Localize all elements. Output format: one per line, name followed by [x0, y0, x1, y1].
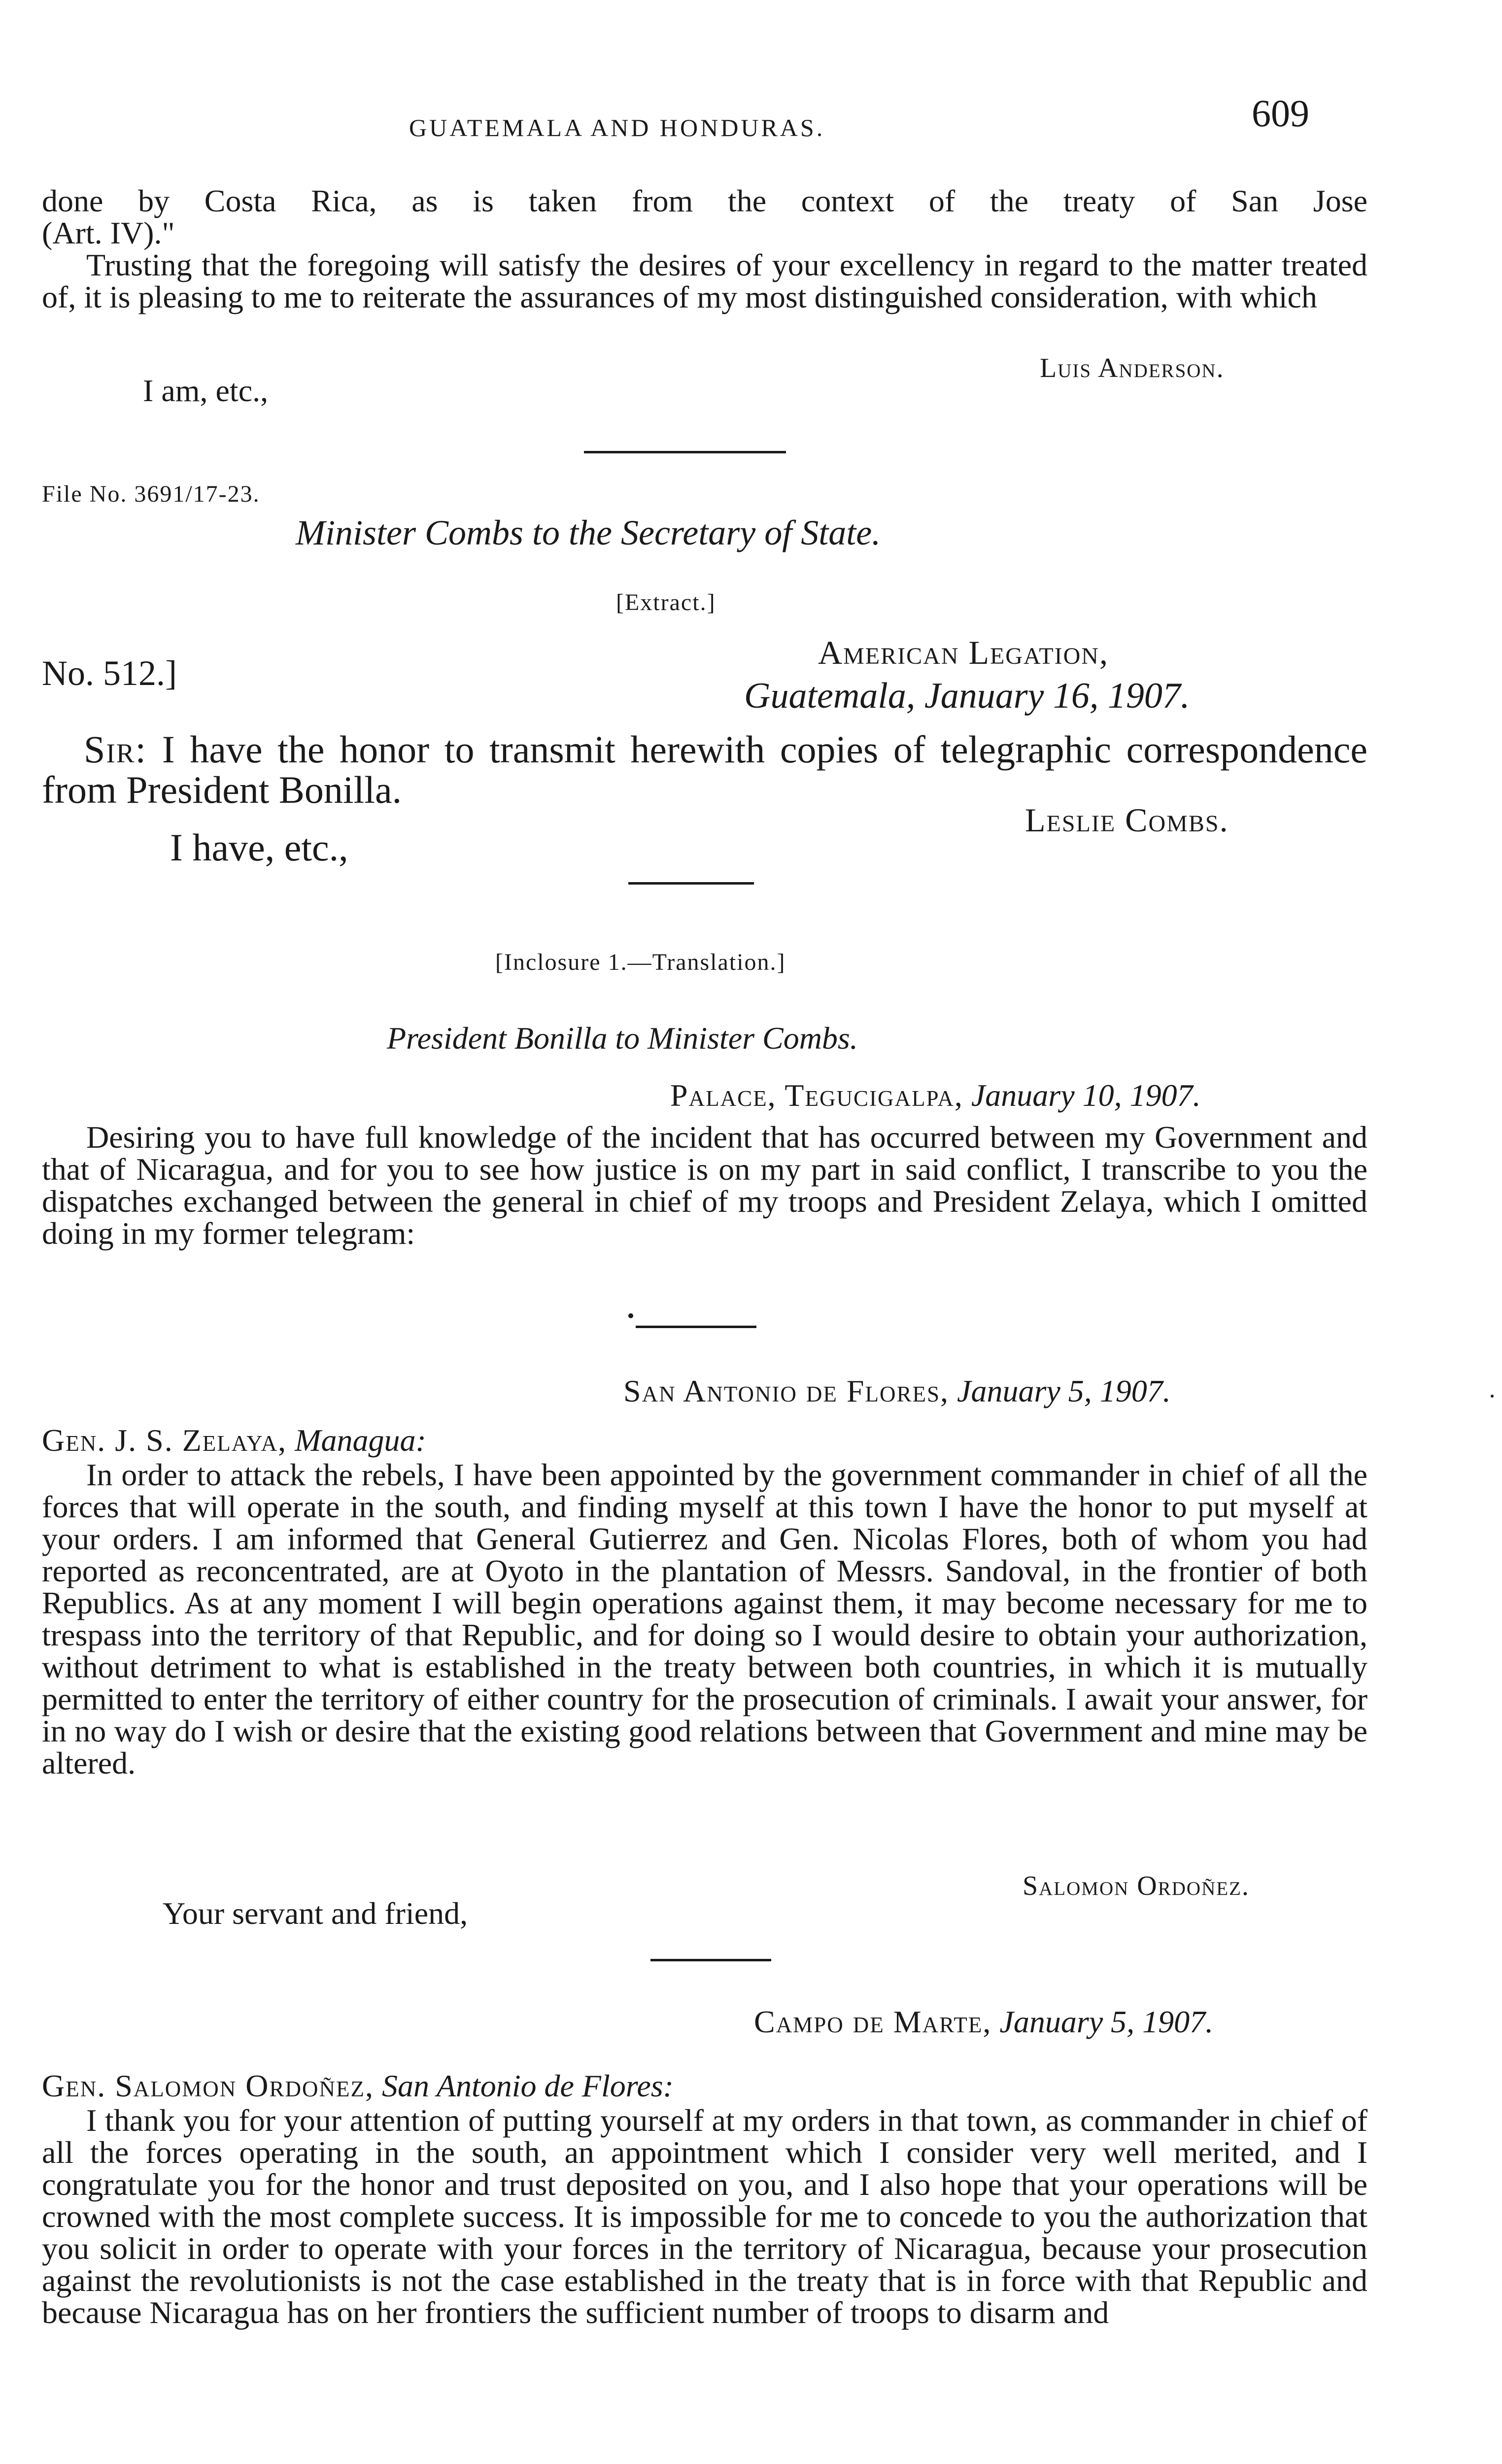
section-divider [636, 1326, 756, 1328]
legation-heading: American Legation, [818, 634, 1109, 671]
signature-anderson: Luis Anderson. [1040, 353, 1225, 383]
dispatch1-text: In order to attack the rebels, I have been appointed by the government commander in chief of all the forces that will operate in the south, and finding myself at this town I have the honor to put myself at your orders. I am informed that General Gutierrez and Gen. Nicolas Flores, both of whom you had reported as reconcentrated, are at Oyoto in the plantation of Messrs. Sandoval, in the frontier of both Republics. As at any moment I will begin operations against them, it may become necessary for me to trespass into the territory of that Republic, and for doing so I would desire to obtain your authorization, without detriment to what is established in the treaty between both countries, in which it is mutually permitted to enter the territory of either country for the prosecution of criminals. I await your answer, for in no way do I wish or desire that the existing good relations between that Government and mine may be altered. [42, 1457, 1367, 1780]
running-title: GUATEMALA AND HONDURAS. [409, 114, 825, 141]
dispatch2-addressee-place: San Antonio de Flores: [382, 2068, 674, 2103]
section-divider [584, 451, 786, 453]
ink-speck [628, 1313, 633, 1318]
dispatch1-paragraph [42, 1459, 1367, 1779]
salutation: Sir: [84, 728, 147, 771]
transmittal-closing: I have, etc., [170, 826, 348, 869]
dispatch1-closing: Your servant and friend, [163, 1896, 468, 1931]
signature-combs: Leslie Combs. [1025, 801, 1229, 839]
section-divider [650, 1959, 771, 1961]
dispatch1-addressee [42, 1424, 426, 1456]
transmittal-paragraph [42, 729, 1367, 810]
dispatch1-addressee-place: Managua: [295, 1423, 426, 1458]
dispatch1-date: January 5, 1907. [957, 1373, 1171, 1408]
file-number: File No. 3691/17-23. [42, 481, 260, 507]
continuation-line-2: (Art. IV)." [42, 215, 175, 250]
closing-paragraph [42, 249, 1367, 313]
continuation-line-1: done by Costa Rica, as is taken from the context of the treaty of San Jose [42, 183, 1367, 218]
extract-note: [Extract.] [616, 589, 716, 616]
page-number: 609 [1252, 92, 1309, 135]
inclosure-title: President Bonilla to Minister Combs. [387, 1021, 858, 1056]
inclosure-paragraph [42, 1121, 1367, 1249]
dispatch1-addressee-name: Gen. J. S. Zelaya, [42, 1423, 287, 1458]
inclosure-note: [Inclosure 1.—Translation.] [495, 949, 786, 975]
document-title: Minister Combs to the Secretary of State. [296, 513, 881, 552]
closing-formula: I am, etc., [143, 373, 269, 408]
transmittal-text: I have the honor to transmit herewith copies of telegraphic correspondence from President Bonilla. [42, 728, 1367, 811]
signature-ordonez: Salomon Ordoñez. [1023, 1871, 1250, 1901]
dispatch2-place: Campo de Marte, [754, 2004, 992, 2039]
document-number: No. 512.] [42, 653, 177, 693]
closing-paragraph-text: Trusting that the foregoing will satisfy the desires of your excellency in regard to the matter treated of, it is pleasing to me to reiterate the assurances of my most distinguished consideration, with which [42, 247, 1367, 314]
dispatch2-text: I thank you for your attention of putting yourself at my orders in that town, as commander in chief of all the forces operating in the south, an appointment which I consider very well merited, and I congratulate you for the honor and trust deposited on you, and I also hope that your operations will be crowned with the most complete success. It is impossible for me to concede to you the authorization that you solicit in order to operate with your forces in the territory of Nicaragua, because your prosecution against the revolutionists is not the case established in the treaty that is in force with that Republic and because Nicaragua has on her frontiers the sufficient number of troops to disarm and [42, 2103, 1367, 2330]
inclosure-place: Palace, Tegucigalpa, [670, 1078, 963, 1113]
legation-date: Guatemala, January 16, 1907. [744, 676, 1190, 716]
section-divider [628, 882, 754, 885]
dispatch1-dateline [623, 1375, 1171, 1407]
inclosure-dateline [670, 1079, 1201, 1111]
dispatch2-date: January 5, 1907. [999, 2004, 1214, 2039]
inclosure-date: January 10, 1907. [971, 1078, 1201, 1113]
ink-speck [1491, 1395, 1494, 1398]
continuation-paragraph [42, 185, 1367, 249]
dispatch2-addressee-name: Gen. Salomon Ordoñez, [42, 2068, 374, 2103]
dispatch2-addressee [42, 2070, 674, 2102]
inclosure-text: Desiring you to have full knowledge of the incident that has occurred between my Government and that of Nicaragua, and for you to see how justice is on my part in said conflict, I transcribe to you the dispatches exchanged between the general in chief of my troops and President Zelaya, which I omitted doing in my former telegram: [42, 1120, 1367, 1251]
dispatch1-place: San Antonio de Flores, [623, 1373, 950, 1408]
dispatch2-dateline [754, 2006, 1213, 2038]
dispatch2-paragraph [42, 2104, 1367, 2328]
